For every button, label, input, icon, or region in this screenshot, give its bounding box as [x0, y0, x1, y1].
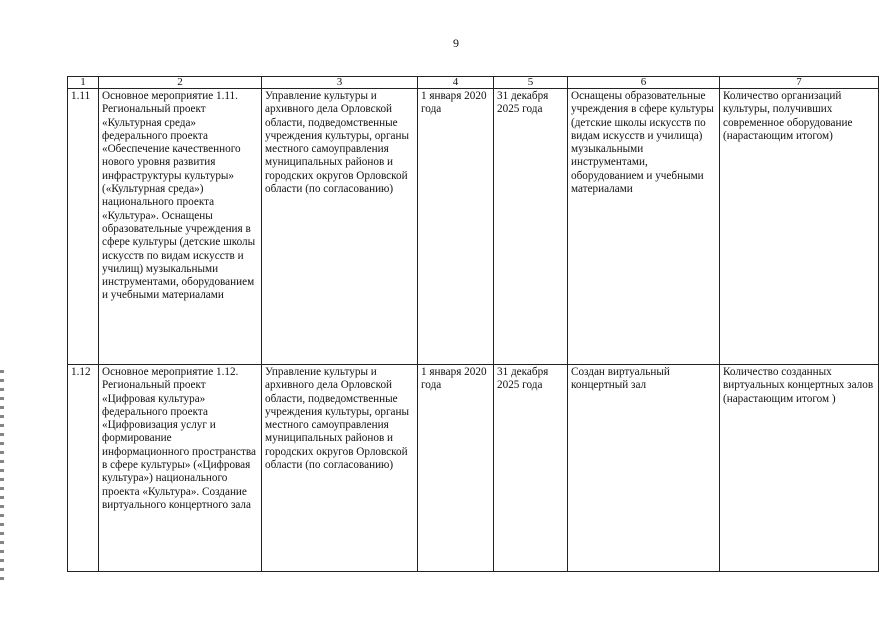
responsible-executor: Управление культуры и архивного дела Орловской области, подведомственные учреждения культуры, органы местного самоуправления муниципальных районов и городских округов Орловской области (по согласованию): [262, 89, 418, 365]
column-number-row: [68, 77, 879, 89]
responsible-executor: Управление культуры и архивного дела Орловской области, подведомственные учреждения культуры, органы местного самоуправления муниципальных районов и городских округов Орловской области (по согласованию): [262, 365, 418, 572]
end-date: 31 декабря 2025 года: [494, 365, 568, 572]
start-date: 1 января 2020 года: [418, 89, 494, 365]
expected-result: Оснащены образовательные учреждения в сфере культуры (детские школы искусств по видам искусств и училища) музыкальными инструментами, оборудованием и учебными материалами: [568, 89, 720, 365]
column-header: 6: [568, 77, 720, 89]
column-header: 3: [262, 77, 418, 89]
event-description: Основное мероприятие 1.11. Региональный проект «Культурная среда» федерального проекта «Обеспечение качественного нового уровня развития инфраструктуры культуры» («Культурная среда») национального проекта «Культура». Оснащены образовательные учреждения в сфере культуры (детские школы искусств по видам искусств и училищ) музыкальными инструментами, оборудованием и учебными материалами: [99, 89, 262, 365]
column-header: 7: [720, 77, 879, 89]
expected-result: Создан виртуальный концертный зал: [568, 365, 720, 572]
column-header: 4: [418, 77, 494, 89]
target-indicator: Количество организаций культуры, получивших современное оборудование (нарастающим итогом): [720, 89, 879, 365]
table-row: [68, 365, 879, 572]
column-header: 2: [99, 77, 262, 89]
start-date: 1 января 2020 года: [418, 365, 494, 572]
event-description: Основное мероприятие 1.12. Региональный проект «Цифровая культура» федерального проекта «Цифровизация услуг и формирование информационного пространства в сфере культуры» («Цифровая культура») национального проекта «Культура». Создание виртуального концертного зала: [99, 365, 262, 572]
table-row: [68, 89, 879, 365]
binding-margin-marks: [0, 370, 4, 585]
page-number: 9: [453, 36, 459, 50]
target-indicator: Количество созданных виртуальных концертных залов (нарастающим итогом ): [720, 365, 879, 572]
column-header: 5: [494, 77, 568, 89]
row-number: 1.11: [68, 89, 99, 365]
column-header: 1: [68, 77, 99, 89]
end-date: 31 декабря 2025 года: [494, 89, 568, 365]
program-events-table: [67, 76, 879, 572]
row-number: 1.12: [68, 365, 99, 572]
